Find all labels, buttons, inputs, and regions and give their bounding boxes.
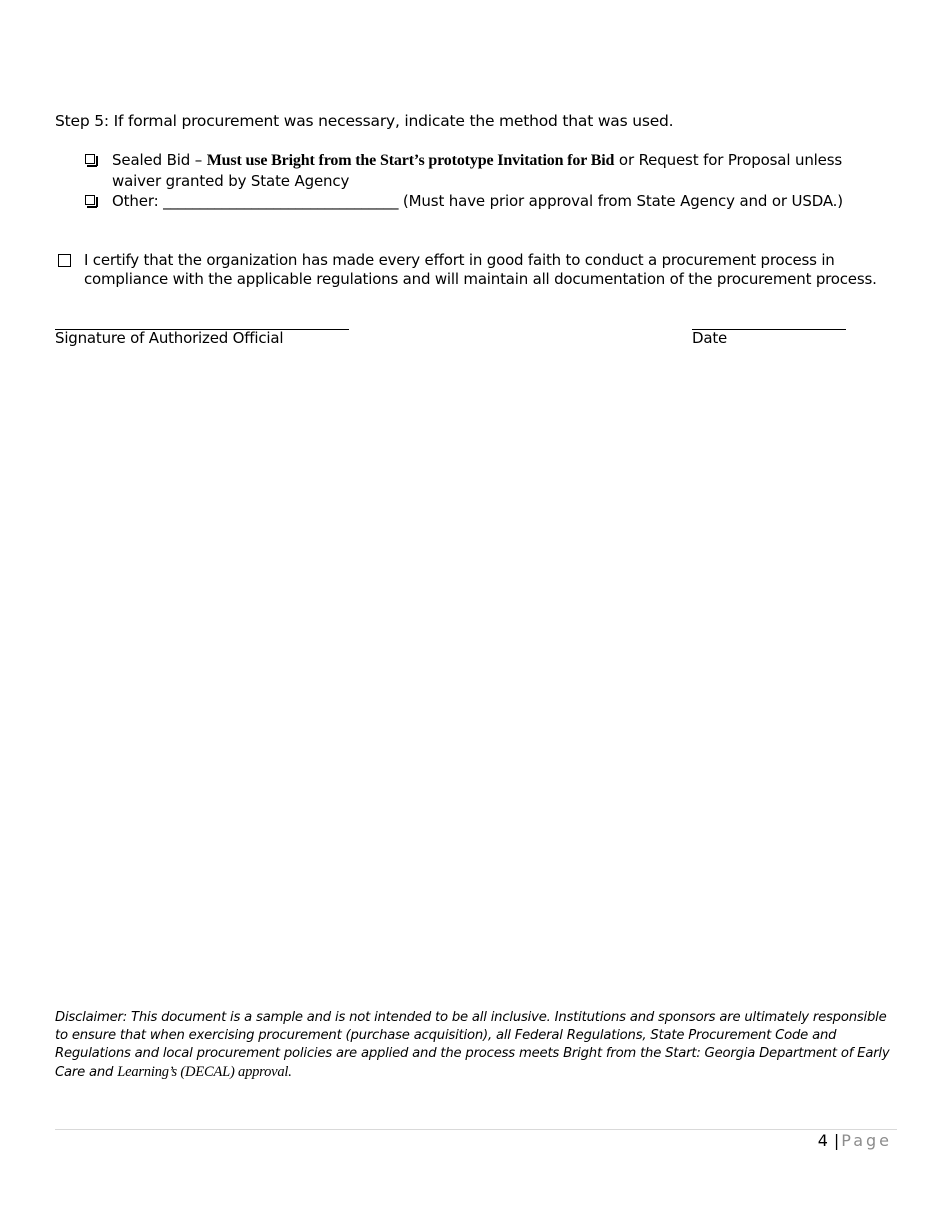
option-other <box>84 191 894 211</box>
page-number: 4 <box>817 1131 828 1150</box>
step5-heading: Step 5: If formal procurement was necessary, indicate the method that was used. <box>55 112 674 130</box>
footer-divider <box>55 1129 897 1130</box>
other-label: Other: <box>112 192 164 210</box>
checkbox-icon <box>85 154 95 164</box>
date-label: Date <box>692 329 728 347</box>
checkbox-icon <box>85 195 95 205</box>
certify-checkbox[interactable] <box>58 254 71 267</box>
signature-label: Signature of Authorized Official <box>55 329 284 347</box>
other-note: (Must have prior approval from State Agency and or USDA.) <box>398 192 844 210</box>
sealed-bid-text <box>112 150 894 191</box>
disclaimer <box>55 1009 895 1082</box>
sealed-bid-requirement: Must use Bright from the Start’s prototype Invitation for Bid <box>206 152 615 169</box>
disclaimer-tail: Learning’s (DECAL) approval. <box>117 1064 292 1080</box>
certification-statement <box>55 251 885 289</box>
other-blank-field[interactable]: ________________________________ <box>163 192 399 210</box>
sealed-bid-prefix: Sealed Bid – <box>112 151 207 169</box>
page-word: Page <box>841 1131 892 1150</box>
sealed-bid-checkbox[interactable] <box>84 150 112 170</box>
sealed-bid-suffix: or Request for Proposal unless waiver granted by State Agency <box>112 151 843 190</box>
footer-separator: | <box>833 1131 840 1150</box>
other-text <box>112 191 894 211</box>
option-sealed-bid <box>84 150 894 191</box>
disclaimer-text: Disclaimer: This document is a sample and is not intended to be all inclusive. Institutions and sponsors are ultimately responsible to ensure that when exercising procurement (purchase acquisition), all Federal Regulations, State Procurement Code and Regulations and local procurement policies are applied and the process meets Bright from the Start: Georgia Department of Early Care and <box>55 1010 890 1080</box>
other-checkbox[interactable] <box>84 191 112 211</box>
page-footer <box>818 1131 892 1150</box>
procurement-method-options <box>84 150 894 211</box>
certify-text: I certify that the organization has made every effort in good faith to conduct a procurement process in compliance with the applicable regulations and will maintain all documentation of the procurement process. <box>84 251 877 288</box>
